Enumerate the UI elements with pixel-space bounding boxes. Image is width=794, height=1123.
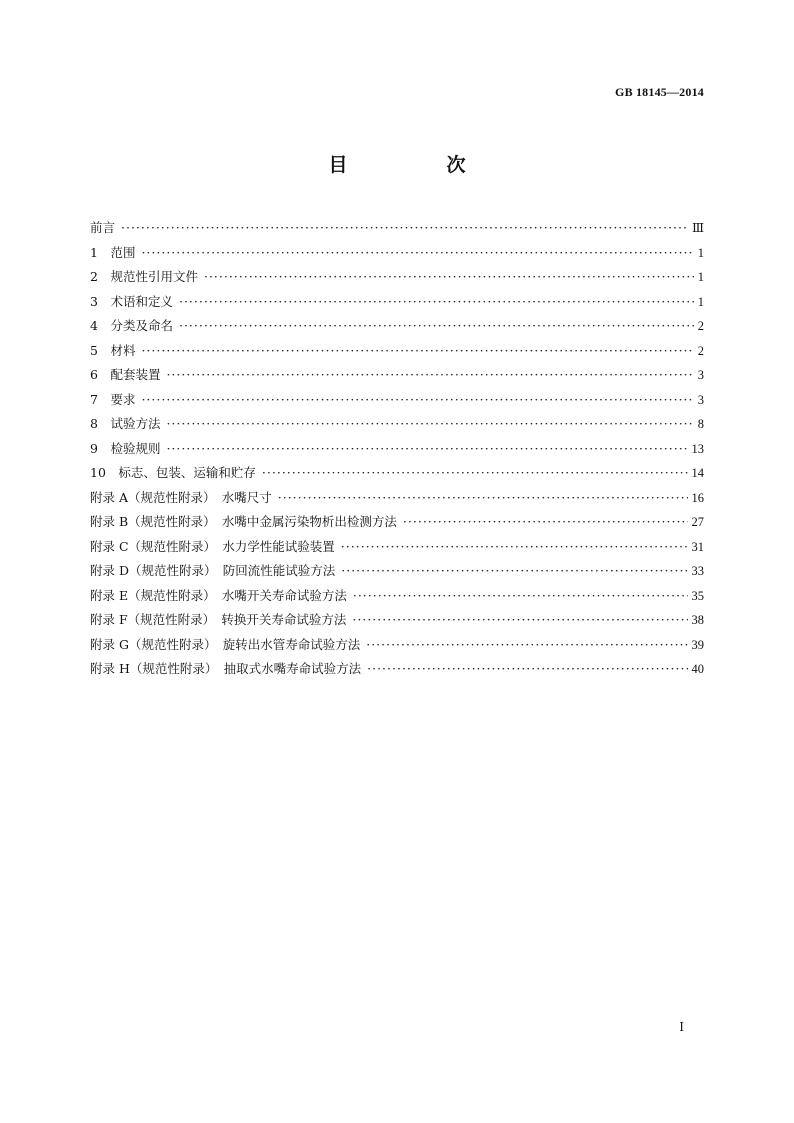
toc-entry[interactable] [90,241,704,266]
toc-entry[interactable] [90,657,704,682]
toc-entry-page: 38 [691,613,704,627]
toc-entry-label: 2 规范性引用文件 [90,269,198,284]
standard-number: GB 18145—2014 [615,85,704,99]
toc-entry[interactable] [90,510,704,535]
toc-entry-label: 附录 D（规范性附录） 防回流性能试验方法 [90,563,336,578]
toc-entry[interactable] [90,290,704,315]
toc-entry[interactable] [90,559,704,584]
toc-entry[interactable] [90,216,704,241]
toc-entry[interactable] [90,535,704,560]
toc-entry-label: 7 要求 [90,391,136,407]
toc-leader-dots [141,241,693,266]
toc-entry-page: 27 [691,515,704,529]
toc-leader-dots [204,265,694,290]
toc-leader-dots [352,608,687,633]
table-of-contents [90,216,704,682]
toc-leader-dots [179,314,694,339]
toc-leader-dots [166,412,693,437]
toc-entry-page: 39 [691,637,704,652]
toc-entry-page: 16 [691,490,704,505]
toc-entry-page: 14 [691,466,704,480]
toc-entry-label: 5 材料 [90,342,136,358]
toc-entry-page: 40 [691,662,704,676]
toc-entry-label: 4 分类及命名 [90,318,173,333]
toc-entry[interactable] [90,486,704,511]
toc-leader-dots [367,657,687,682]
toc-entry-page: 8 [697,417,704,431]
toc-entry-page: 1 [697,245,704,260]
toc-leader-dots [121,216,688,241]
toc-entry-label: 附录 A（规范性附录） 水嘴尺寸 [90,489,272,505]
toc-entry-label: 8 试验方法 [90,416,161,431]
page-title: 目 次 [328,154,506,176]
toc-leader-dots [141,339,693,364]
toc-entry-page: 2 [697,319,704,333]
toc-entry-label: 1 范围 [90,244,136,260]
toc-entry-label: 9 检验规则 [90,440,161,456]
toc-entry[interactable] [90,388,704,413]
toc-leader-dots [278,486,688,511]
toc-entry-page: Ⅲ [691,221,704,235]
toc-entry[interactable] [90,633,704,658]
toc-entry-label: 附录 C（规范性附录） 水力学性能试验装置 [90,538,335,554]
toc-entry[interactable] [90,437,704,462]
toc-leader-dots [353,584,688,609]
toc-entry-page: 31 [691,539,704,554]
toc-entry-label: 3 术语和定义 [90,293,173,309]
toc-entry-label: 附录 B（规范性附录） 水嘴中金属污染物析出检测方法 [90,514,397,529]
toc-leader-dots [166,363,693,388]
toc-entry-page: 33 [691,564,704,578]
toc-leader-dots [366,633,687,658]
toc-leader-dots [403,510,688,535]
toc-entry-label: 前言 [90,220,116,235]
toc-entry-page: 13 [691,441,704,456]
toc-leader-dots [341,559,687,584]
toc-entry[interactable] [90,363,704,388]
toc-entry-page: 3 [697,392,704,407]
toc-entry[interactable] [90,461,704,486]
toc-entry-label: 附录 E（规范性附录） 水嘴开关寿命试验方法 [90,587,347,603]
toc-entry-page: 35 [691,588,704,603]
toc-entry-label: 附录 H（规范性附录） 抽取式水嘴寿命试验方法 [90,661,362,676]
toc-leader-dots [179,290,694,315]
toc-leader-dots [166,437,687,462]
toc-entry[interactable] [90,314,704,339]
toc-entry[interactable] [90,584,704,609]
toc-entry[interactable] [90,339,704,364]
toc-entry-label: 6 配套装置 [90,367,161,382]
toc-leader-dots [341,535,688,560]
toc-entry-label: 附录 F（规范性附录） 转换开关寿命试验方法 [90,612,347,627]
toc-entry-label: 10 标志、包装、运输和贮存 [90,465,256,480]
page-number: Ⅰ [679,1020,684,1034]
toc-leader-dots [262,461,688,486]
toc-entry-page: 3 [697,368,704,382]
toc-entry[interactable] [90,412,704,437]
toc-entry[interactable] [90,265,704,290]
toc-entry-page: 2 [697,343,704,358]
toc-entry-label: 附录 G（规范性附录） 旋转出水管寿命试验方法 [90,636,361,652]
toc-entry[interactable] [90,608,704,633]
toc-leader-dots [141,388,693,413]
toc-entry-page: 1 [697,294,704,309]
toc-entry-page: 1 [697,270,704,284]
